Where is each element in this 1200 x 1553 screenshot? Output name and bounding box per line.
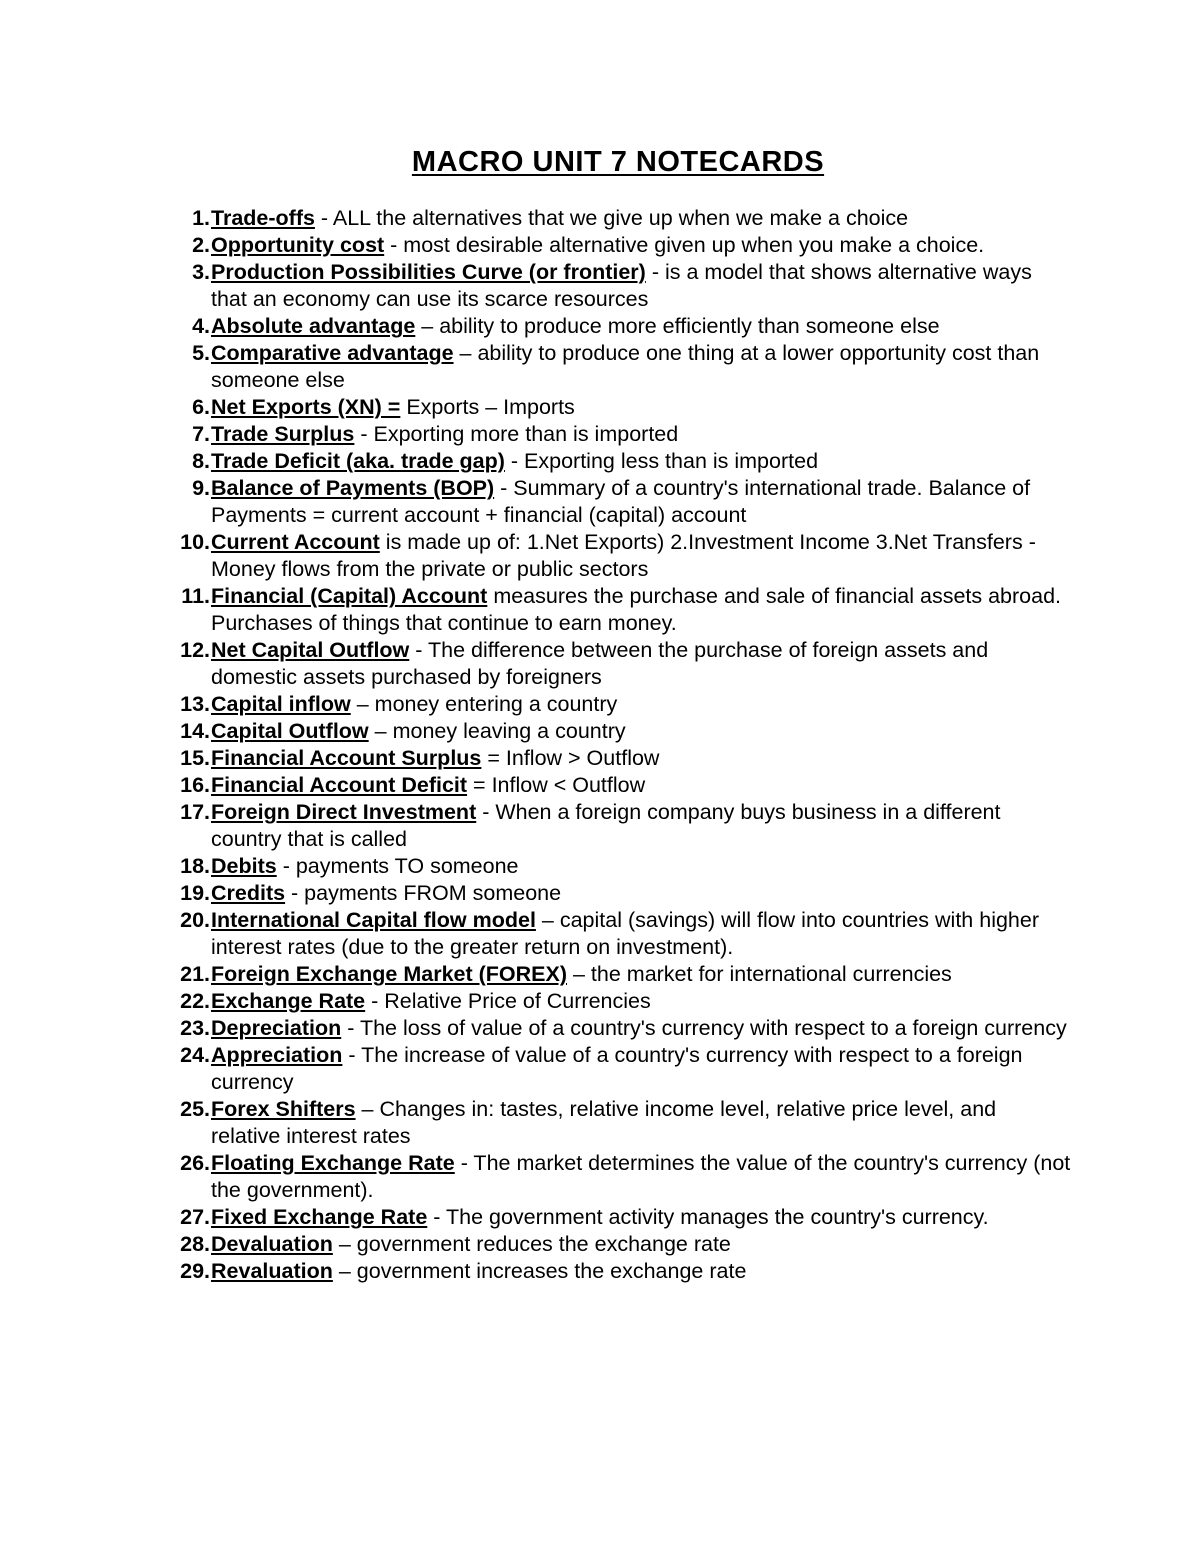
- item-definition: – government reduces the exchange rate: [332, 1232, 731, 1256]
- notecard-item: [0, 880, 1071, 907]
- item-definition: - ALL the alternatives that we give up when we make a choice: [314, 206, 909, 230]
- item-number: 21.: [180, 962, 210, 986]
- notecard-item: [0, 259, 1071, 313]
- item-definition: - Summary of a country's international trade. Balance of Payments = current account + financial (capital) account: [211, 476, 1031, 527]
- item-definition: measures the purchase and sale of financial assets abroad. Purchases of things that continue to earn money.: [211, 584, 1062, 635]
- item-definition: Exports – Imports: [400, 395, 575, 419]
- item-term: Net Capital Outflow: [211, 638, 410, 662]
- item-number: 5.: [192, 341, 210, 365]
- item-number: 24.: [180, 1043, 210, 1067]
- item-term: Floating Exchange Rate: [211, 1151, 455, 1175]
- notecard-item: [0, 1042, 1071, 1096]
- notecard-item: [0, 394, 1071, 421]
- item-term: International Capital flow model: [211, 908, 536, 932]
- item-definition: - The difference between the purchase of foreign assets and domestic assets purchased by foreigners: [211, 638, 989, 689]
- notecard-item: [0, 421, 1071, 448]
- item-number: 22.: [180, 989, 210, 1013]
- item-number: 4.: [192, 314, 210, 338]
- notecard-list: [0, 205, 1200, 1285]
- notecard-item: [0, 1015, 1071, 1042]
- item-number: 11.: [181, 584, 210, 608]
- notecard-item: [0, 853, 1071, 880]
- item-definition: - payments TO someone: [276, 854, 519, 878]
- item-number: 1.: [192, 206, 210, 230]
- item-number: 6.: [192, 395, 210, 419]
- item-number: 8.: [192, 449, 210, 473]
- notecard-item: [0, 988, 1071, 1015]
- item-definition: = Inflow > Outflow: [481, 746, 660, 770]
- item-term: Production Possibilities Curve (or frontier): [211, 260, 646, 284]
- item-number: 27.: [180, 1205, 210, 1229]
- notecard-item: [0, 772, 1071, 799]
- item-number: 19.: [180, 881, 210, 905]
- item-number: 25.: [180, 1097, 210, 1121]
- item-number: 10.: [180, 530, 210, 554]
- item-term: Opportunity cost: [211, 233, 385, 257]
- item-number: 18.: [180, 854, 210, 878]
- item-term: Fixed Exchange Rate: [211, 1205, 428, 1229]
- item-definition: – the market for international currencies: [567, 962, 952, 986]
- item-term: Exchange Rate: [211, 989, 366, 1013]
- page-title: MACRO UNIT 7 NOTECARDS: [411, 146, 825, 178]
- item-term: Revaluation: [211, 1259, 333, 1283]
- item-term: Current Account: [211, 530, 380, 554]
- item-number: 7.: [192, 422, 210, 446]
- item-term: Absolute advantage: [211, 314, 416, 338]
- item-term: Credits: [211, 881, 286, 905]
- notecard-item: [0, 691, 1071, 718]
- item-term: Capital inflow: [211, 692, 351, 716]
- notecard-item: [0, 205, 1071, 232]
- item-number: 23.: [180, 1016, 210, 1040]
- item-number: 2.: [192, 233, 210, 257]
- item-number: 9.: [192, 476, 210, 500]
- notecard-item: [0, 745, 1071, 772]
- item-definition: - The market determines the value of the country's currency (not the government).: [211, 1151, 1071, 1202]
- item-number: 13.: [180, 692, 210, 716]
- item-definition: – money leaving a country: [368, 719, 626, 743]
- item-term: Depreciation: [211, 1016, 342, 1040]
- item-term: Net Exports (XN) =: [211, 395, 401, 419]
- item-number: 15.: [180, 746, 210, 770]
- item-number: 14.: [180, 719, 210, 743]
- item-definition: - The increase of value of a country's currency with respect to a foreign currency: [211, 1043, 1023, 1094]
- item-definition: - most desirable alternative given up when you make a choice.: [384, 233, 985, 257]
- item-term: Financial Account Surplus: [211, 746, 482, 770]
- item-definition: – capital (savings) will flow into countries with higher interest rates (due to the greater return on investment).: [211, 908, 1039, 959]
- item-definition: - The loss of value of a country's currency with respect to a foreign currency: [341, 1016, 1067, 1040]
- item-definition: – ability to produce more efficiently than someone else: [415, 314, 940, 338]
- item-term: Trade Deficit (aka. trade gap): [211, 449, 505, 473]
- item-definition: - is a model that shows alternative ways that an economy can use its scarce resources: [211, 260, 1032, 311]
- item-term: Comparative advantage: [211, 341, 454, 365]
- notecard-item: [0, 1096, 1071, 1150]
- notecard-item: [0, 340, 1071, 394]
- item-term: Trade-offs: [211, 206, 315, 230]
- notecard-item: [0, 313, 1071, 340]
- item-term: Financial (Capital) Account: [211, 584, 488, 608]
- item-definition: - When a foreign company buys business in a different country that is called: [211, 800, 1001, 851]
- item-term: Trade Surplus: [211, 422, 355, 446]
- notecard-item: [0, 718, 1071, 745]
- item-number: 3.: [192, 260, 210, 284]
- notecard-item: [0, 583, 1071, 637]
- notecard-item: [0, 1204, 1071, 1231]
- notecard-item: [0, 1231, 1071, 1258]
- item-term: Debits: [211, 854, 277, 878]
- item-number: 20.: [180, 908, 210, 932]
- item-term: Balance of Payments (BOP): [211, 476, 495, 500]
- item-number: 29.: [180, 1259, 210, 1283]
- item-term: Devaluation: [211, 1232, 333, 1256]
- item-number: 17.: [180, 800, 210, 824]
- item-number: 12.: [180, 638, 210, 662]
- notecard-item: [0, 232, 1071, 259]
- notecard-item: [0, 907, 1071, 961]
- notecard-item: [0, 529, 1071, 583]
- item-term: Forex Shifters: [211, 1097, 356, 1121]
- item-definition: - Relative Price of Currencies: [365, 989, 651, 1013]
- item-number: 26.: [180, 1151, 210, 1175]
- item-number: 16.: [180, 773, 210, 797]
- item-definition: = Inflow < Outflow: [467, 773, 646, 797]
- item-definition: – government increases the exchange rate: [332, 1259, 747, 1283]
- notecard-item: [0, 961, 1071, 988]
- notecard-item: [0, 1150, 1071, 1204]
- notecard-item: [0, 1258, 1071, 1285]
- item-definition: – ability to produce one thing at a lower opportunity cost than someone else: [211, 341, 1040, 392]
- item-definition: - Exporting less than is imported: [504, 449, 819, 473]
- item-term: Financial Account Deficit: [211, 773, 468, 797]
- item-term: Foreign Direct Investment: [211, 800, 477, 824]
- item-definition: – Changes in: tastes, relative income level, relative price level, and relative interest rates: [211, 1097, 997, 1148]
- item-number: 28.: [180, 1232, 210, 1256]
- item-term: Appreciation: [211, 1043, 343, 1067]
- item-definition: - The government activity manages the country's currency.: [427, 1205, 989, 1229]
- item-term: Foreign Exchange Market (FOREX): [211, 962, 568, 986]
- notecard-item: [0, 799, 1071, 853]
- item-definition: - payments FROM someone: [285, 881, 562, 905]
- item-term: Capital Outflow: [211, 719, 369, 743]
- item-definition: is made up of: 1.Net Exports) 2.Investment Income 3.Net Transfers - Money flows from the private or public sectors: [211, 530, 1036, 581]
- notecard-item: [0, 448, 1071, 475]
- item-definition: – money entering a country: [350, 692, 618, 716]
- item-definition: - Exporting more than is imported: [354, 422, 679, 446]
- notecard-item: [0, 475, 1071, 529]
- notecard-item: [0, 637, 1071, 691]
